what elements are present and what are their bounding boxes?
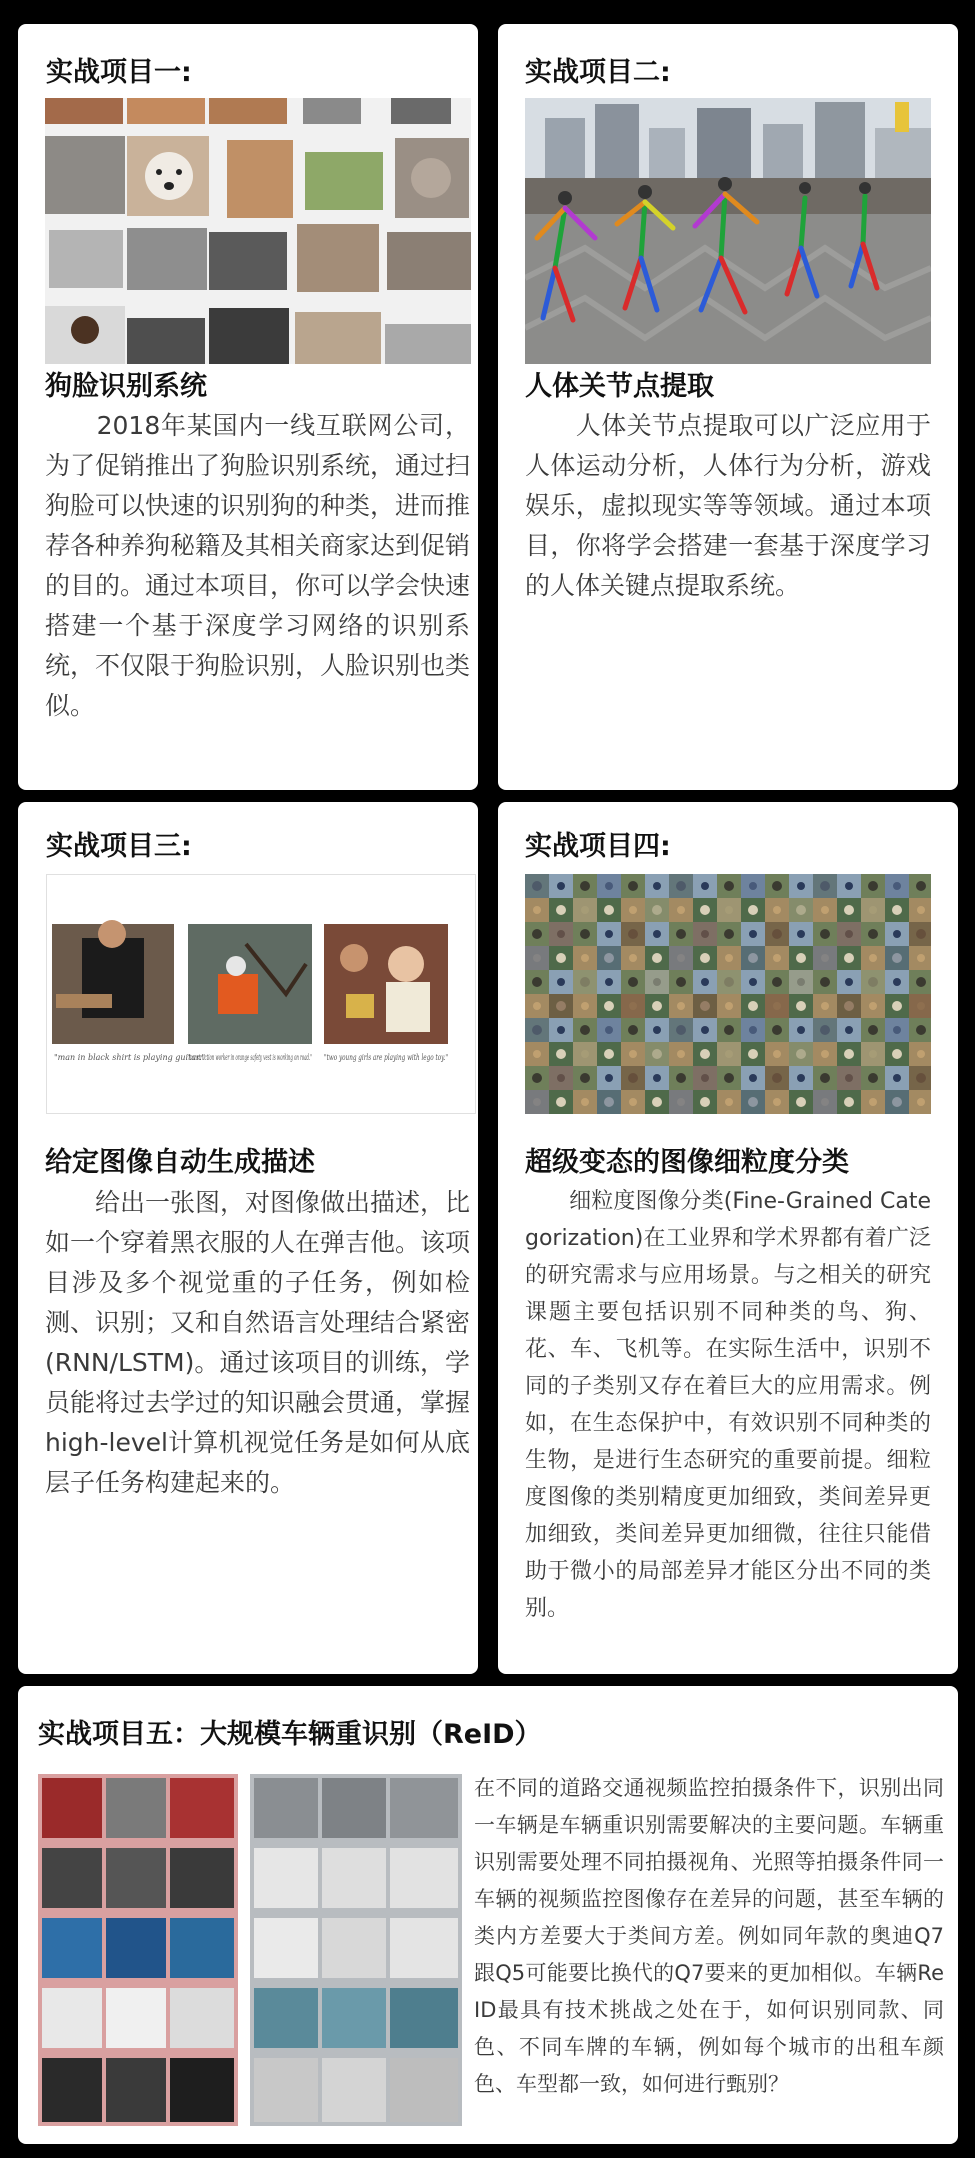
caption-3: "two young girls are playing with lego toy."	[324, 1053, 448, 1062]
project-description: 给出一张图，对图像做出描述，比如一个穿着黑衣服的人在弹吉他。该项目涉及多个视觉重的子任务，例如检测、识别；又和自然语言处理结合紧密(RNN/LSTM)。通过该项目的训练，学员能将过去学过的知识融会贯通，掌握high-level计算机视觉任务是如何从底层子任务构建起来的。	[45, 1188, 471, 1497]
caption-1: "man in black shirt is playing guitar."	[54, 1053, 206, 1062]
project-title: 狗脸识别系统	[45, 371, 207, 402]
project-label: 实战项目一:	[46, 57, 192, 88]
project-description: 2018年某国内一线互联网公司，为了促销推出了狗脸识别系统，通过扫狗脸可以快速的识别狗的种类，进而推荐各种养狗秘籍及其相关商家达到促销的目的。通过本项目，你可以学会快速搭建一个基于深度学习网络的识别系统，不仅限于狗脸识别，人脸识别也类似。	[45, 411, 471, 720]
project-card-5	[18, 1686, 958, 2144]
project-label: 实战项目三:	[46, 831, 192, 862]
project-card-4	[498, 802, 958, 1674]
project-title: 给定图像自动生成描述	[45, 1147, 315, 1178]
project-label: 实战项目五：大规模车辆重识别（ReID）	[38, 1719, 542, 1750]
vehicle-reid-image-grid	[38, 1774, 462, 2126]
project-description: 细粒度图像分类(Fine-Grained Categorization)在工业界和学术界都有着广泛的研究需求与应用场景。与之相关的研究课题主要包括识别不同种类的鸟、狗、花、车、飞机等。在实际生活中，识别不同的子类别又存在着巨大的应用需求。例如，在生态保护中，有效识别不同种类的生物，是进行生态研究的重要前提。细粒度图像的类别精度更加细致，类间差异更加细致，类间差异更加细微，往往只能借助于微小的局部差异才能区分出不同的类别。	[525, 1189, 931, 1621]
caption-2: "construction worker in orange safety vest is working on road."	[188, 1053, 312, 1062]
project-title: 人体关节点提取	[525, 371, 714, 402]
project-title: 超级变态的图像细粒度分类	[525, 1147, 849, 1178]
image-caption-examples	[46, 874, 476, 1114]
project-label: 实战项目二:	[525, 57, 671, 88]
project-description: 在不同的道路交通视频监控拍摄条件下，识别出同一车辆是车辆重识别需要解决的主要问题。车辆重识别需要处理不同拍摄视角、光照等拍摄条件同一车辆的视频监控图像存在差异的问题，甚至车辆的类内方差要大于类间方差。例如同年款的奥迪Q7跟Q5可能要比换代的Q7要来的更加相似。车辆ReID最具有技术挑战之处在于，如何识别同款、同色、不同车牌的车辆，例如每个城市的出租车颜色、车型都一致，如何进行甄别？	[474, 1776, 944, 2096]
project-card-2	[498, 24, 958, 790]
bird-species-mosaic	[525, 874, 931, 1114]
human-pose-image	[525, 98, 931, 364]
project-description: 人体关节点提取可以广泛应用于人体运动分析，人体行为分析，游戏娱乐，虚拟现实等等领域。通过本项目，你将学会搭建一套基于深度学习的人体关键点提取系统。	[525, 411, 931, 600]
project-card-3	[18, 802, 478, 1674]
dog-face-image-grid	[45, 98, 471, 364]
project-label: 实战项目四:	[525, 831, 671, 862]
project-card-1	[18, 24, 478, 790]
